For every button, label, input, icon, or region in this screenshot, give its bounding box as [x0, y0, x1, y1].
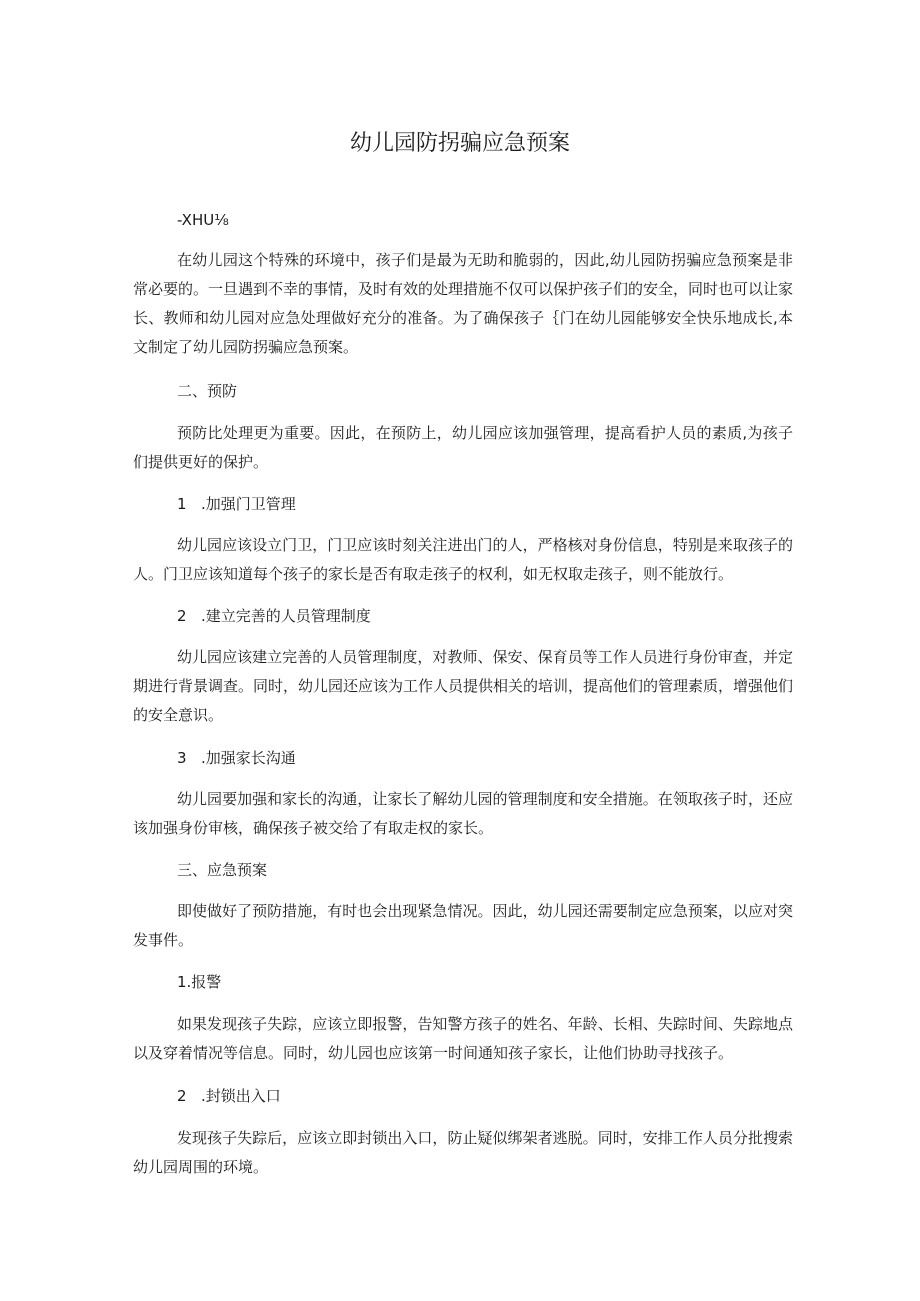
item-heading-report: 1.报警 — [177, 973, 222, 991]
item-title: .建立完善的人员管理制度 — [201, 607, 371, 625]
item-number: 1 — [177, 495, 187, 513]
prevention-paragraph: 预防比处理更为重要。因此，在预防上，幼儿园应该加强管理，提高看护人员的素质,为孩子们提供更好的保护。 — [133, 424, 793, 471]
gate-paragraph: 幼儿园应该设立门卫，门卫应该时刻关注进出门的人，严格核对身份信息，特别是来取孩子的人。门卫应该知道每个孩子的家长是否有取走孩子的权利，如无权取走孩子，则不能放行。 — [133, 536, 793, 583]
item-title: .封锁出入口 — [201, 1087, 281, 1105]
report-paragraph: 如果发现孩子失踪，应该立即报警，告知警方孩子的姓名、年龄、长相、失踪时间、失踪地点以及穿着情况等信息。同时，幼儿园也应该第一时间通知孩子家长，让他们协助寻找孩子。 — [133, 1015, 793, 1062]
item-heading-gate — [177, 490, 777, 519]
item-heading-staff — [177, 602, 777, 631]
item-title: .加强门卫管理 — [201, 495, 296, 513]
item-number: 2 — [177, 1087, 187, 1105]
lockdown-paragraph: 发现孩子失踪后，应该立即封锁出入口，防止疑似绑架者逃脱。同时，安排工作人员分批搜索幼儿园周围的环境。 — [133, 1129, 793, 1176]
section-heading-emergency: 三、应急预案 — [177, 861, 268, 879]
parents-paragraph: 幼儿园要加强和家长的沟通，让家长了解幼儿园的管理制度和安全措施。在领取孩子时，还应该加强身份审核，确保孩子被交给了有取走权的家长。 — [133, 790, 793, 837]
item-title: .加强家长沟通 — [201, 749, 296, 767]
item-number: 3 — [177, 749, 187, 767]
item-heading-parents — [177, 744, 777, 773]
intro-paragraph: 在幼儿园这个特殊的环境中，孩子们是最为无助和脆弱的，因此,幼儿园防拐骗应急预案是非常必要的。一旦遇到不幸的事情，及时有效的处理措施不仅可以保护孩子们的安全，同时也可以让家长、教师和幼儿园对应急处理做好充分的准备。为了确保孩子｛门在幼儿园能够安全快乐地成长,本文制定了幼儿园防拐骗应急预案。 — [133, 251, 794, 356]
item-heading-lockdown — [177, 1082, 777, 1111]
staff-paragraph: 幼儿园应该建立完善的人员管理制度，对教师、保安、保育员等工作人员进行身份审查，并定期进行背景调查。同时，幼儿园还应该为工作人员提供相关的培训，提高他们的管理素质，增强他们的安全意识。 — [133, 648, 794, 724]
emergency-paragraph: 即使做好了预防措施，有时也会出现紧急情况。因此，幼儿园还需要制定应急预案，以应对突发事件。 — [133, 902, 793, 949]
section-heading-intro: -XHU⅛ — [177, 211, 229, 229]
item-number: 2 — [177, 607, 187, 625]
document-title: 幼儿园防拐骗应急预案 — [349, 131, 570, 156]
section-heading-prevention: 二、预防 — [177, 382, 238, 400]
